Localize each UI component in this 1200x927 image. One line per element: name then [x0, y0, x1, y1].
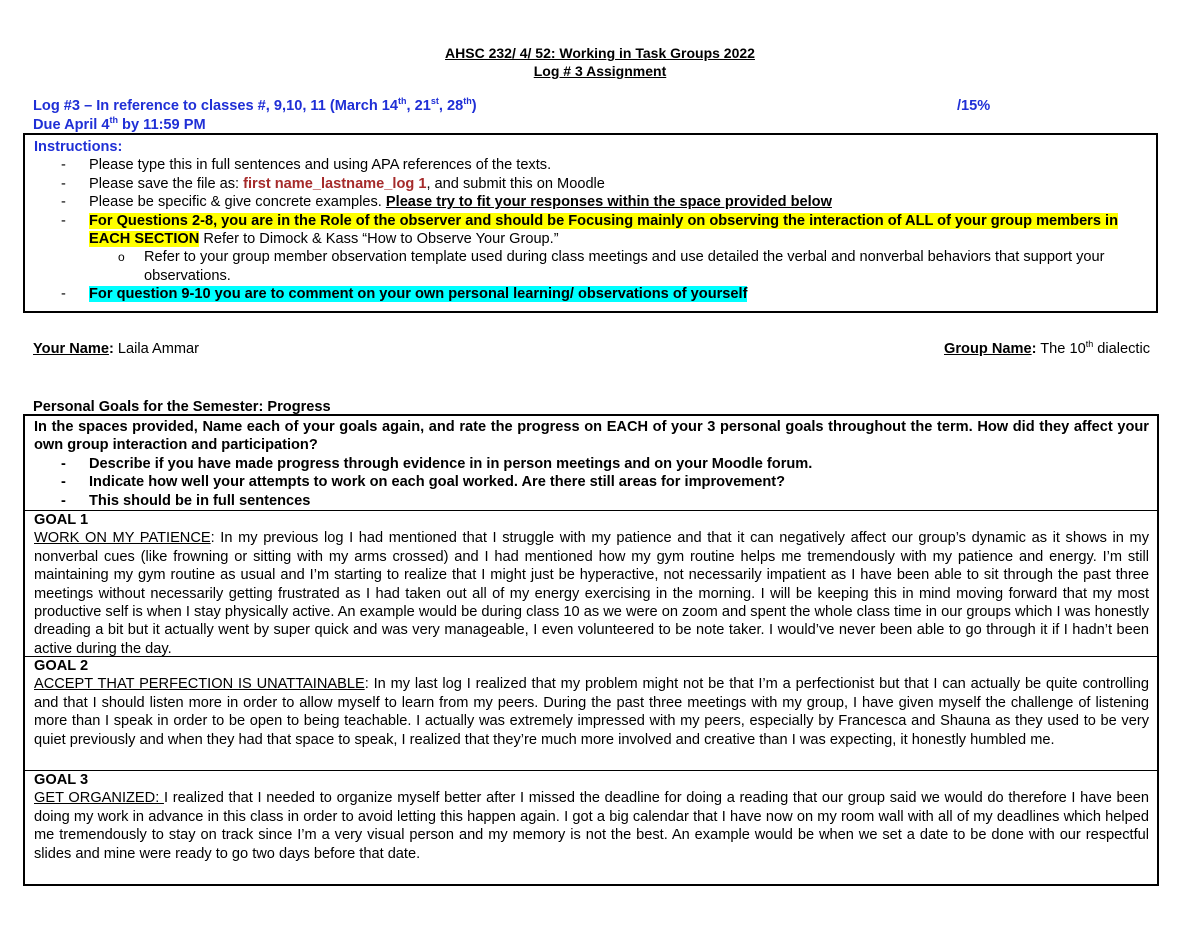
instruction-text: , and submit this on Moodle	[426, 175, 605, 192]
your-name-label: Your Name	[33, 341, 109, 357]
goal-3-response[interactable]	[34, 789, 1149, 863]
assignment-title: Log # 3 Assignment	[533, 63, 667, 79]
colon: :	[1031, 341, 1037, 357]
group-name-value: The 10	[1036, 341, 1086, 357]
due-sup: th	[109, 115, 118, 126]
sup-th: th	[398, 96, 407, 107]
prompt-bullet-text: Describe if you have made progress through evidence in in person meetings and on your Moodle forum.	[89, 455, 813, 472]
prompt-bullet	[34, 492, 1149, 510]
due-prefix: Due April 4	[33, 117, 110, 133]
goal-1-name: WORK ON MY PATIENCE	[34, 530, 211, 547]
dash-bullet: -	[61, 474, 66, 491]
goal-2-response[interactable]	[34, 675, 1149, 749]
instructions-box	[23, 133, 1158, 313]
dash-bullet: -	[61, 157, 66, 174]
group-name	[944, 340, 1150, 358]
instruction-item	[34, 285, 1148, 303]
group-name-label: Group Name	[944, 341, 1032, 357]
goal-1-text: : In my previous log I had mentioned that I struggle with my patience and that it can negatively affect our group’s dynamic as it shows in my nonverbal cues (like frowning or sitting with my arms crossed) and I had mentioned how my gym routine helps me tremendously with my patience and energy. I’m still maintaining my gym routine as usual and I’m starting to realize that I might just be hyperactive, not necessarily impatient as I have been able to sit through the past three meetings without necessarily getting frustrated as I had taken out all of my energy exercising in the morning. I will be keeping this in mind moving forward that my most productive self is when I stay physically active. An example would be during class 10 as we were on zoom and spent the whole class time in our groups which I was honestly dreading a bit but it actually went by super quick and was very manageable, I even volunteered to be note taker. I would’ve never been able to go through it if I hadn’t been active during the day.	[34, 530, 1149, 657]
your-name-value: Laila Ammar	[113, 341, 200, 357]
goal-3-name: GET ORGANIZED:	[34, 790, 164, 807]
goal-2-label: GOAL 2	[34, 658, 89, 675]
log-mid1: , 21	[406, 98, 431, 114]
instruction-text: Refer to Dimock & Kass “How to Observe Your Group.”	[199, 231, 559, 248]
course-title: AHSC 232/ 4/ 52: Working in Task Groups 2022	[445, 45, 755, 61]
goal-2-text: : In my last log I realized that my problem might not be that I’m a perfectionist but that I can actually be quite controlling and that I should listen more in order to allow myself to learn from my peers. During the past three meetings with my group, I have given myself the challenge of listening more than I speak in order to be open to being teachable. I actually was extremely impressed with my peers, especially by Francesca and Shauna as they used to be very quiet previously and when they had that space to speak, I realized that they’re much more involved and creative than I was expecting, it honestly humbled me.	[34, 676, 1149, 748]
instruction-sub-item	[34, 248, 1148, 285]
due-suffix: by 11:59 PM	[118, 117, 206, 133]
instruction-item	[34, 156, 1148, 174]
group-name-value-end: dialectic	[1093, 341, 1150, 357]
goal-3-cell[interactable]	[25, 770, 1157, 884]
dash-bullet: -	[61, 286, 66, 303]
instructions-title: Instructions:	[34, 139, 123, 155]
instruction-text: Please save the file as:	[89, 175, 244, 192]
dash-bullet: -	[61, 492, 66, 509]
log-prefix: Log #3 – In reference to classes #, 9,10, 11 (March 14	[33, 98, 399, 114]
log-reference-line	[33, 97, 477, 115]
prompt-bullet-text: This should be in full sentences	[89, 492, 311, 509]
dash-bullet: -	[61, 455, 66, 472]
goal-2-cell[interactable]	[25, 656, 1157, 770]
sup-th-2: th	[463, 96, 472, 107]
goal-2-name: ACCEPT THAT PERFECTION IS UNATTAINABLE	[34, 676, 365, 693]
dash-bullet: -	[61, 194, 66, 211]
goal-1-label: GOAL 1	[34, 512, 89, 529]
prompt-bullet	[34, 455, 1149, 473]
goals-table	[23, 414, 1159, 886]
instruction-text: Please type this in full sentences and using APA references of the texts.	[89, 157, 552, 174]
instruction-text: Refer to your group member observation template used during class meetings and use detailed the verbal and nonverbal behaviors that support your observations.	[144, 249, 1105, 284]
highlight-focus: and should be Focusing mainly on observing the interaction of ALL of your group members in EACH SECTION	[89, 212, 1119, 248]
instruction-item	[34, 175, 1148, 193]
dash-bullet: -	[61, 212, 66, 229]
highlight-self-reflection: For question 9-10 you are to comment on your own personal learning/ observations of yourself	[89, 286, 748, 303]
score-weight: /15%	[957, 98, 991, 114]
goals-prompt-cell	[25, 416, 1157, 510]
due-date-line	[33, 116, 206, 134]
goals-prompt: In the spaces provided, Name each of your goals again, and rate the progress on EACH of your 3 personal goals throughout the term. How did they affect your own group interaction and participation?	[34, 419, 1149, 454]
colon: :	[108, 341, 114, 357]
log-mid2: , 28	[438, 98, 464, 114]
file-name-format: first name_lastname_log 1	[243, 175, 427, 192]
log-end: )	[471, 98, 477, 114]
highlight-observer-role: For Questions 2-8, you are in the Role of the observer	[89, 212, 462, 229]
dash-bullet: -	[61, 175, 66, 192]
group-sup: th	[1085, 339, 1094, 350]
goal-3-label: GOAL 3	[34, 772, 89, 789]
circle-bullet: o	[118, 250, 125, 265]
instruction-item	[34, 193, 1148, 211]
goal-1-cell[interactable]	[25, 510, 1157, 656]
instruction-item	[34, 212, 1148, 249]
your-name	[33, 340, 199, 358]
prompt-bullet-text: Indicate how well your attempts to work on each goal worked. Are there still areas for improvement?	[89, 474, 786, 491]
goal-1-response[interactable]	[34, 529, 1149, 658]
prompt-bullet	[34, 473, 1149, 491]
goal-3-text: I realized that I needed to organize myself better after I missed the deadline for doing a reading that our group said we would do therefore I have been doing my work in advance in this class in order to avoid letting this happen again. I got a big calendar that I have now on my room wall with all of my deadlines which helped me tremendously to stay on track since I’m a very visual person and my memory is not the best. An example would be when we set a date to be done with our respectful slides and mine were ready to go two days before that date.	[34, 790, 1149, 862]
instruction-emphasis: Please try to fit your responses within the space provided below	[385, 194, 832, 211]
instruction-text: Please be specific & give concrete examples.	[89, 194, 386, 211]
sup-st: st	[430, 96, 439, 107]
goals-section-title: Personal Goals for the Semester: Progress	[33, 399, 331, 415]
